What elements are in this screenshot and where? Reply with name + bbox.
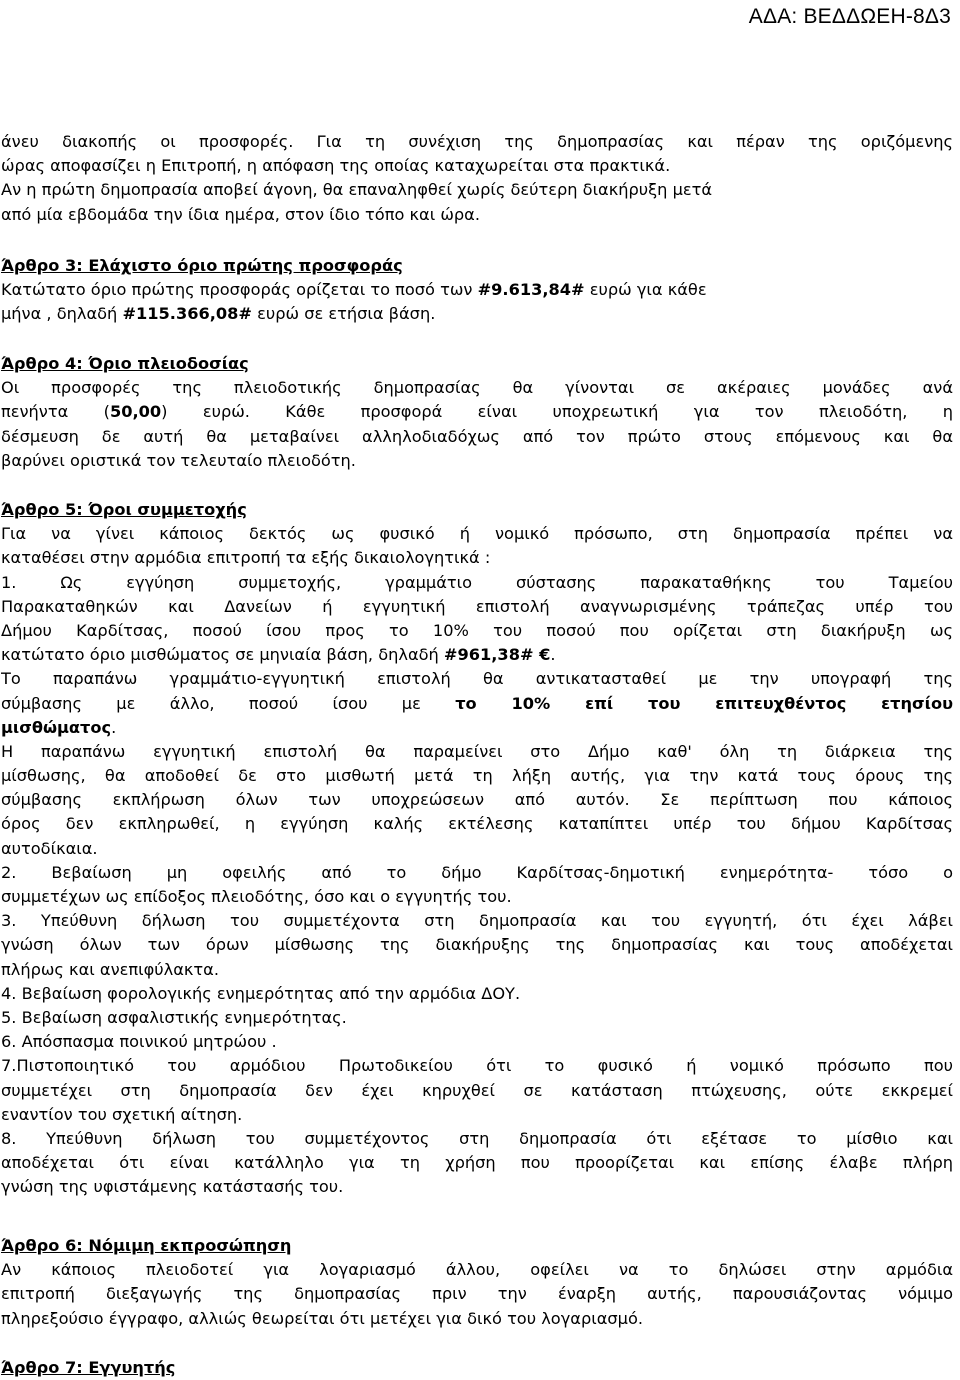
text-line: Το παραπάνω γραμμάτιο-εγγυητική επιστολή θα αντικατασταθεί με την υπογραφή της [1,669,953,689]
text-line: Κατώτατο όριο πρώτης προσφοράς ορίζεται το ποσό των #9.613,84# ευρώ για κάθε [1,280,707,300]
text-line: 3. Υπεύθυνη δήλωση του συμμετέχοντα στη δημοπρασία και του εγγυητή, ότι έχει λάβει [1,911,953,931]
text-line: 1. Ως εγγύηση συμμετοχής, γραμμάτιο σύστασης παρακαταθήκης του Ταμείου [1,572,953,592]
article-6 [1,1234,953,1331]
article-7-heading: Άρθρο 7: Εγγυητής [1,1358,176,1377]
text-line: βαρύνει οριστικά τον τελευταίο πλειοδότη. [1,450,356,470]
article-7 [1,1356,953,1380]
text-line: Παρακαταθηκών και Δανείων ή εγγυητική επιστολή αναγνωρισμένης τράπεζας υπέρ του [1,596,953,616]
text-line: συμμετέχει στη δημοπρασία δεν έχει κηρυχθεί σε κατάσταση πτώχευσης, ούτε εκκρεμεί [1,1080,953,1100]
article-4 [1,352,953,473]
text-line: πλήρως και ανεπιφύλακτα. [1,959,219,979]
text-line: πληρεξούσιο έγγραφο, αλλιώς θεωρείται ότι μετέχει για δικό του λογαριασμό. [1,1308,643,1328]
text-line: Οι προσφορές της πλειοδοτικής δημοπρασίας θα γίνονται σε ακέραιες μονάδες ανά [1,378,953,398]
text-line: Αν η πρώτη δημοπρασία αποβεί άγονη, θα επαναληφθεί χωρίς δεύτερη διακήρυξη μετά [1,180,713,200]
text-line: όρος δεν εκπληρωθεί, η εγγύηση καλής εκτέλεσης καταπίπτει υπέρ του δήμου Καρδίτσας [1,814,953,834]
text-line: συμμετέχων ως επίδοξος πλειοδότης, όσο και ο εγγυητής του. [1,887,512,906]
text-line: Αν κάποιος πλειοδοτεί για λογαριασμό άλλου, οφείλει να το δηλώσει στην αρμόδια [1,1260,953,1280]
article-5-heading: Άρθρο 5: Όροι συμμετοχής [1,500,247,519]
article-6-heading: Άρθρο 6: Νόμιμη εκπροσώπηση [1,1236,292,1255]
text-line: μισθώματος. [1,717,117,737]
text-line: 5. Βεβαίωση ασφαλιστικής ενημερότητας. [1,1007,347,1027]
text-line: δέσμευση δε αυτή θα μεταβαίνει αλληλοδιαδόχως από τον πρώτο στους επόμενους και θα [1,426,953,446]
text-line: Η παραπάνω εγγυητική επιστολή θα παραμείνει στο Δήμο καθ' όλη τη διάρκεια της [1,741,953,761]
guarantee-percent: το 10% επί του επιτευχθέντος ετησίου [455,693,953,713]
article-3 [1,254,953,327]
text-line: αποδέχεται ότι είναι κατάλληλο για τη χρήση που προορίζεται και επίσης έλαβε πλήρη [1,1153,953,1173]
text-line: 7.Πιστοποιητικό του αρμόδιου Πρωτοδικείου ότι το φυσικό ή νομικό πρόσωπο που [1,1056,953,1076]
text-line: πενήντα (50,00) ευρώ. Κάθε προσφορά είναι υποχρεωτική για τον πλειοδότη, η [1,402,953,422]
text-line: γνώση όλων των όρων μίσθωσης της διακήρυξης της δημοπρασίας και τους αποδέχεται [1,935,953,955]
min-offer-monthly: #9.613,84# [477,280,585,300]
text-line: αυτοδίκαια. [1,838,98,858]
text-line: επιτροπή διεξαγωγής της δημοπρασίας πριν την έναρξη αυτής, παρουσιάζοντας νόμιμο [1,1284,953,1304]
text-line: μίσθωσης, θα αποδοθεί δε στο μισθωτή μετά τη λήξη αυτής, για την κατά τους όρους της [1,766,953,786]
text-line: 4. Βεβαίωση φορολογικής ενημερότητας από την αρμόδια ΔΟΥ. [1,983,521,1003]
intro-paragraph [1,130,953,227]
guarantee-amount: #961,38# € [443,645,551,665]
text-line: από μία εβδομάδα την ίδια ημέρα, στον ίδιο τόπο και ώρα. [1,204,480,224]
article-5 [1,498,953,1199]
article-4-heading: Άρθρο 4: Όριο πλειοδοσίας [1,354,249,373]
bid-increment: 50,00 [109,402,162,422]
text-line: κατώτατο όριο μισθώματος σε μηνιαία βάση, δηλαδή #961,38# €. [1,645,556,665]
text-line: σύμβασης με άλλο, ποσού ίσου με το 10% επί του επιτευχθέντος ετησίου [1,693,953,713]
text-line: καταθέσει στην αρμόδια επιτροπή τα εξής δικαιολογητικά : [1,548,491,568]
text-line: γνώση της υφιστάμενης κατάστασής του. [1,1177,344,1197]
text-line: 2. Βεβαίωση μη οφειλής από το δήμο Καρδίτσας-δημοτική ενημερότητα- τόσο ο [1,862,953,882]
text-line: εναντίον του σχετική αίτηση. [1,1104,243,1124]
text-line: μήνα , δηλαδή #115.366,08# ευρώ σε ετήσια βάση. [1,304,436,324]
article-3-heading: Άρθρο 3: Ελάχιστο όριο πρώτης προσφοράς [1,256,403,275]
text-line: 8. Υπεύθυνη δήλωση του συμμετέχοντος στη δημοπρασία ότι εξέτασε το μίσθιο και [1,1128,953,1148]
document-code: ΑΔΑ: ΒΕΔΔΩΕΗ-8Δ3 [748,5,951,28]
text-line: ώρας αποφασίζει η Επιτροπή, η απόφαση της οποίας καταχωρείται στα πρακτικά. [1,156,671,176]
min-offer-yearly: #115.366,08# [122,304,252,324]
text-line: άνευ διακοπής οι προσφορές. Για τη συνέχιση της δημοπρασίας και πέραν της οριζόμενης [1,132,953,151]
text-line: 6. Απόσπασμα ποινικού μητρώου . [1,1032,277,1052]
text-line: Δήμου Καρδίτσας, ποσού ίσου προς το 10% του ποσού που ορίζεται στη διακήρυξη ως [1,620,953,640]
text-line: Για να γίνει κάποιος δεκτός ως φυσικό ή νομικό πρόσωπο, στη δημοπρασία πρέπει να [1,524,953,544]
text-line: σύμβασης εκπλήρωση όλων των υποχρεώσεων από αυτόν. Σε περίπτωση που κάποιος [1,790,953,810]
